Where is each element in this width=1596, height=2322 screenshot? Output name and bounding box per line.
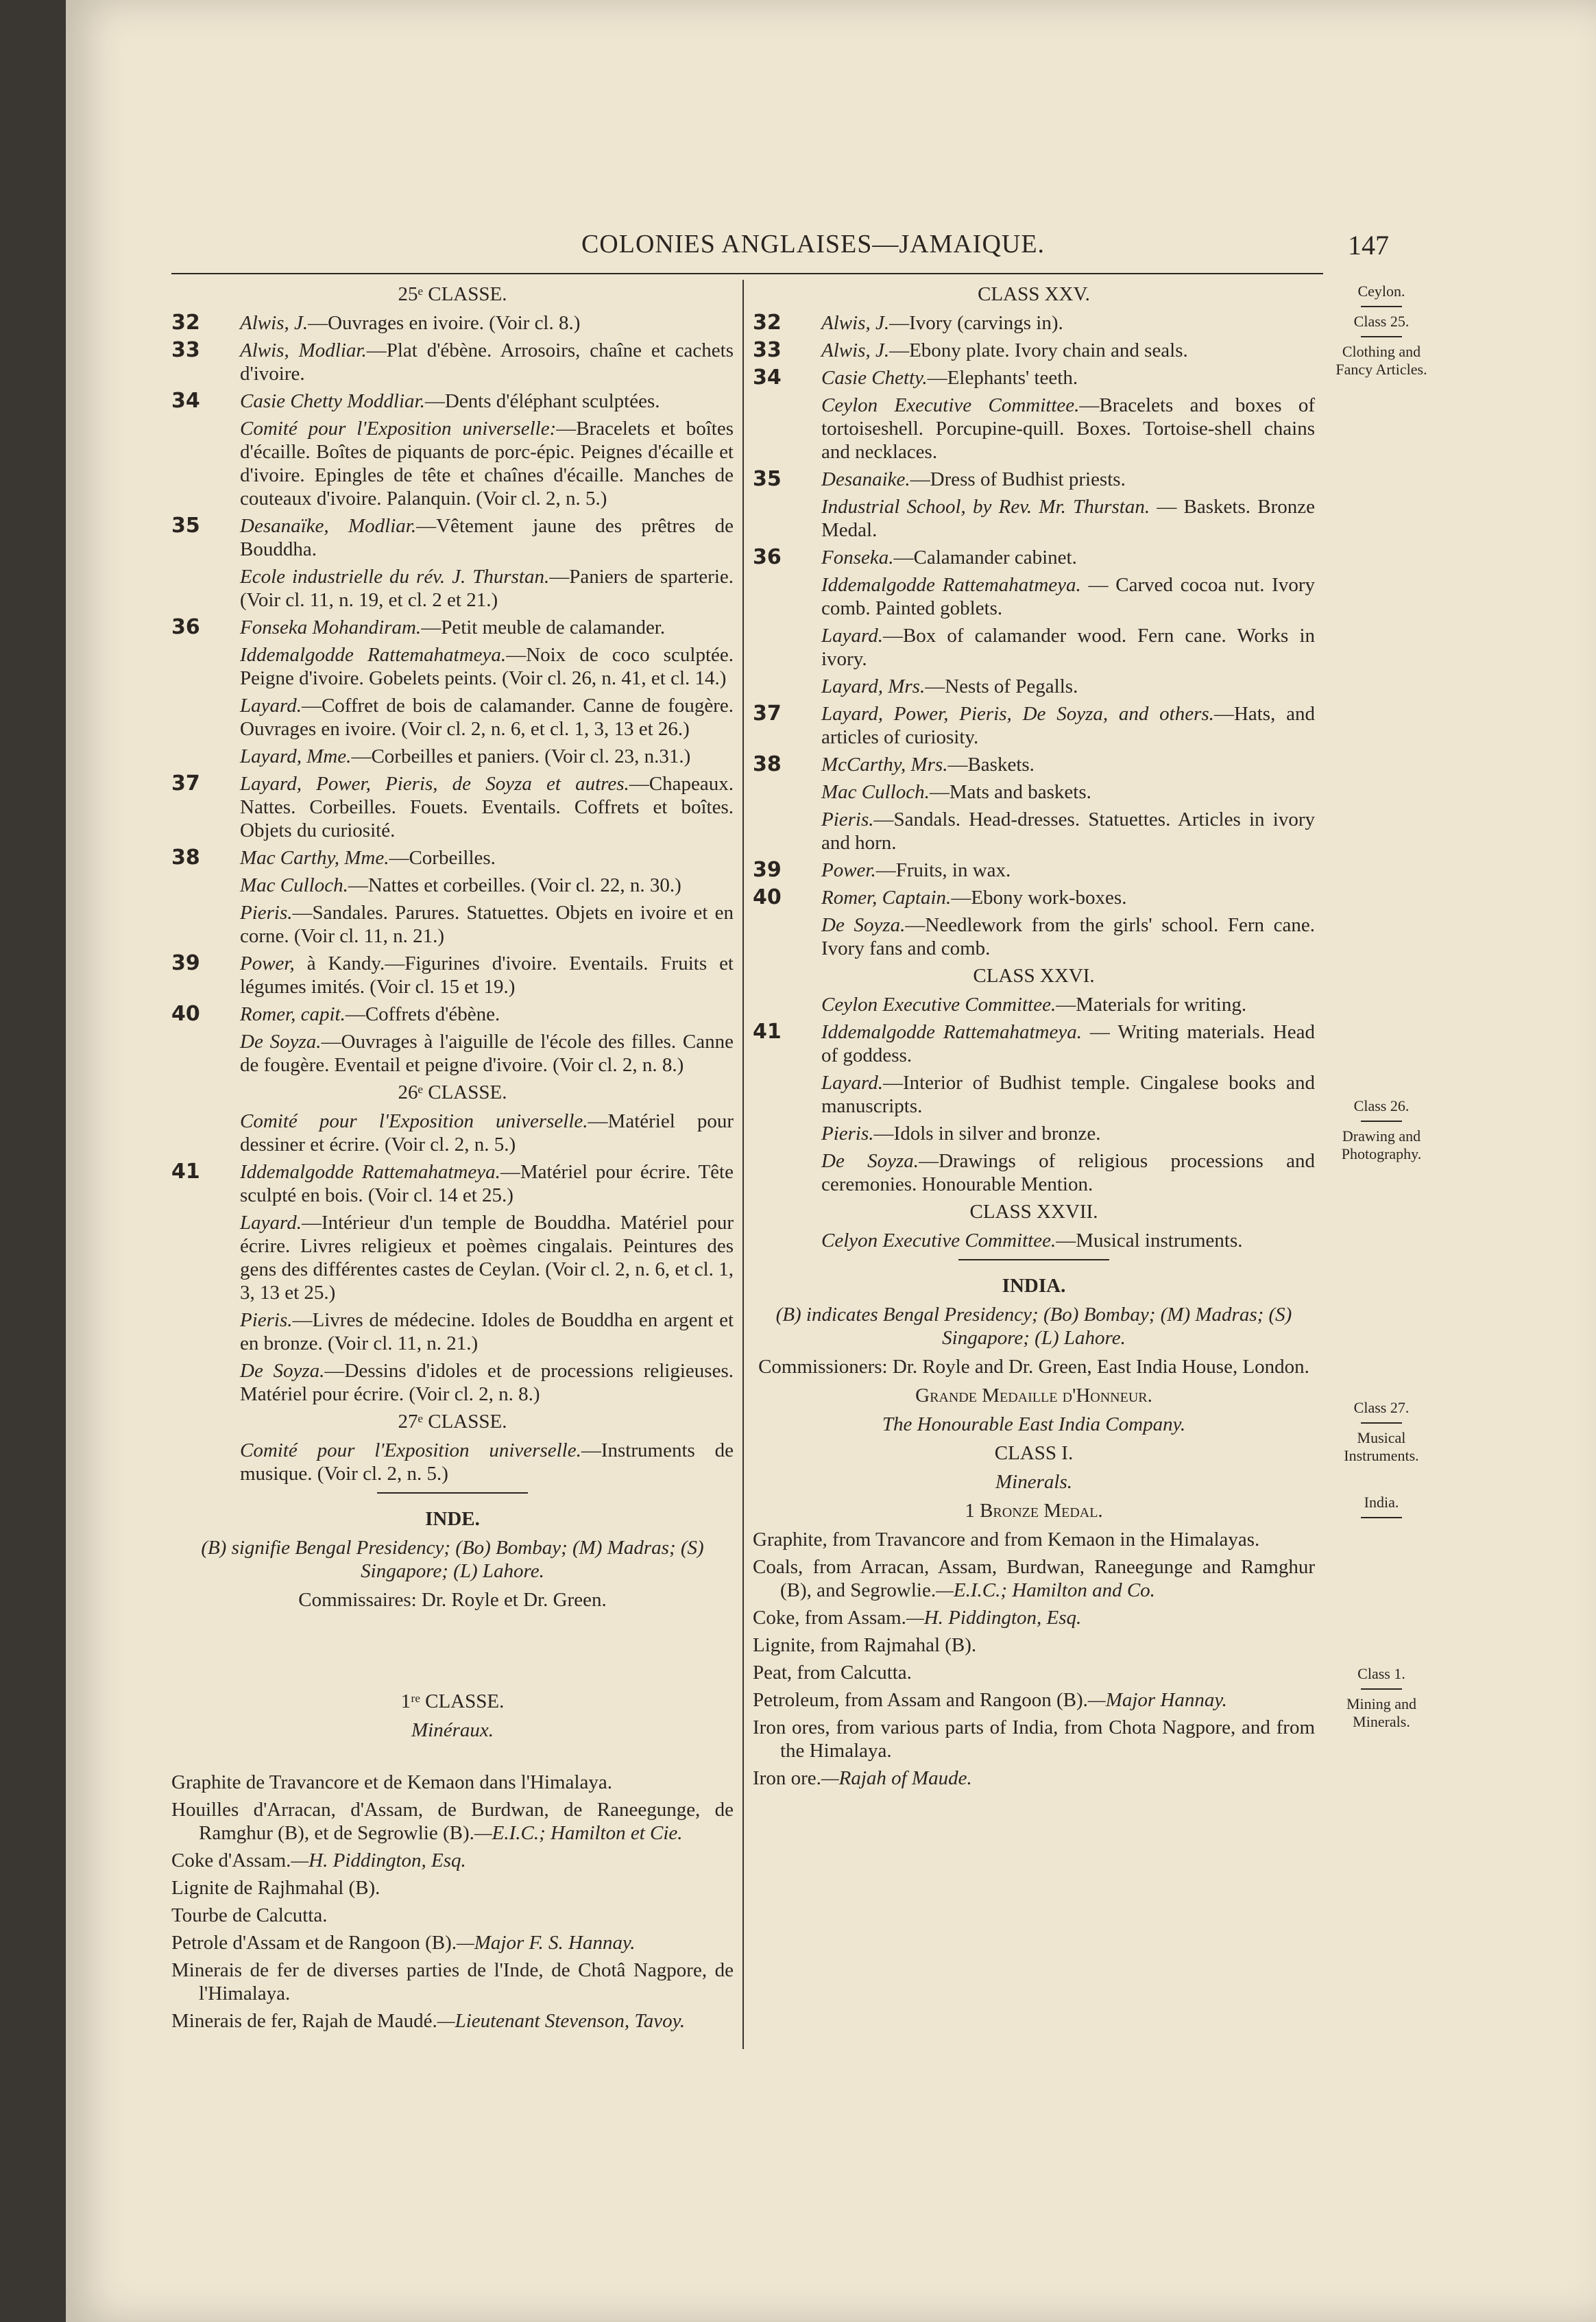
- exhibitor-name: Mac Carthy, Mme.: [240, 847, 389, 869]
- entry-description: —Instruments de musique. (Voir cl. 2, n. 5.): [240, 1439, 734, 1485]
- sub-entry: [171, 1211, 734, 1304]
- sub-entry: [753, 1149, 1315, 1196]
- entry-description: —Sandals. Head-dresses. Statuettes. Articles in ivory and horn.: [821, 809, 1315, 854]
- exhibitor-name: Layard, Mme.: [240, 745, 352, 767]
- mineral-entry: [753, 1688, 1315, 1712]
- catalogue-entry: [753, 546, 1315, 569]
- catalogue-entry: [171, 390, 734, 413]
- exhibitor-name: —H. Piddington, Esq.: [906, 1607, 1082, 1629]
- mineral-entry: [171, 1849, 734, 1872]
- exhibitor-name: Alwis, J.: [240, 312, 309, 334]
- margin-india-block: [1323, 1494, 1440, 1524]
- entry-description: —Ebony plate. Ivory chain and seals.: [889, 339, 1188, 361]
- entry-number: 40: [171, 1002, 200, 1026]
- entry-number: 32: [171, 311, 200, 335]
- entry-description: Tourbe de Calcutta.: [171, 1904, 328, 1926]
- mineral-entry: [171, 1798, 734, 1845]
- entry-number: 41: [171, 1160, 200, 1184]
- entry-description: —Chapeaux. Nattes. Corbeilles. Fouets. Eventails. Coffrets et boîtes. Objets du curiosité.: [240, 773, 734, 841]
- entry-description: Houilles d'Arracan, d'Assam, de Burdwan, de Raneegunge, de Ramghur (B), et de Segrowlie (B).: [171, 1799, 734, 1844]
- fr-india-heading: INDE.: [425, 1508, 480, 1530]
- entry-description: —Elephants' teeth.: [927, 367, 1078, 389]
- catalogue-entry: [753, 468, 1315, 491]
- exhibitor-name: —Major Hannay.: [1087, 1689, 1227, 1711]
- fr-class27-heading: 27ᵉ CLASSE.: [398, 1411, 507, 1433]
- catalogue-entry: [171, 1160, 734, 1207]
- entry-description: —Corbeilles.: [389, 847, 496, 869]
- entry-description: Coke, from Assam.: [753, 1607, 906, 1629]
- sub-entry: [171, 901, 734, 948]
- entry-number: 34: [753, 366, 782, 390]
- entry-description: — Writing materials. Head of goddess.: [821, 1021, 1315, 1066]
- english-column: [753, 280, 1315, 1794]
- mineral-entry: [171, 1904, 734, 1927]
- entry-description: —Baskets.: [947, 754, 1035, 776]
- exhibitor-name: Iddemalgodde Rattemahatmeya.: [240, 644, 507, 666]
- exhibitor-name: Layard.: [821, 625, 883, 647]
- entry-description: —Fruits, in wax.: [875, 859, 1011, 881]
- catalogue-entry: [171, 772, 734, 842]
- exhibitor-name: Comité pour l'Exposition universelle.: [240, 1110, 588, 1132]
- entry-number: 33: [171, 338, 200, 362]
- en-class25-list: [753, 311, 1315, 960]
- exhibitor-name: Celyon Executive Committee.: [821, 1230, 1056, 1252]
- catalogue-entry: [171, 311, 734, 335]
- exhibitor-name: Comité pour l'Exposition universelle.: [240, 1439, 581, 1461]
- entry-number: 36: [171, 615, 200, 639]
- sub-entry: [753, 913, 1315, 960]
- exhibitor-name: Iddemalgodde Rattemahatmeya.: [821, 1021, 1082, 1043]
- entry-description: Iron ores, from various parts of India, from Chota Nagpore, and from the Himalaya.: [753, 1716, 1315, 1762]
- margin-class1-block: [1323, 1665, 1440, 1731]
- exhibitor-name: Layard.: [821, 1072, 883, 1094]
- entry-number: 39: [753, 858, 782, 882]
- exhibitor-name: Iddemalgodde Rattemahatmeya.: [821, 574, 1081, 596]
- entry-number: 35: [171, 514, 200, 538]
- margin-class27: Class 27.: [1353, 1399, 1410, 1416]
- catalogue-entry: [753, 339, 1315, 362]
- mineral-entry: [753, 1528, 1315, 1551]
- exhibitor-name: De Soyza.: [821, 1150, 919, 1172]
- catalogue-entry: [171, 846, 734, 870]
- column-divider: [742, 280, 744, 2049]
- entry-description: —Materials for writing.: [1056, 994, 1247, 1016]
- catalogue-entry: [753, 311, 1315, 335]
- header-rule: [171, 273, 1323, 274]
- exhibitor-name: Pieris.: [240, 1309, 293, 1331]
- sub-entry: [753, 808, 1315, 854]
- en-company: The Honourable East India Company.: [882, 1413, 1186, 1435]
- entry-description: —Bracelets et boîtes d'écaille. Boîtes de piquants de porc-épic. Peignes d'écaille et d'ivoire. Epingles de tête et chaînes d'écaille. Manches de couteaux d'ivoire. Palanquin. (Voir cl. 2, n. 5.): [240, 418, 734, 510]
- entry-description: Coke d'Assam.: [171, 1850, 291, 1871]
- exhibitor-name: Mac Culloch.: [821, 781, 930, 803]
- sub-entry: [753, 573, 1315, 620]
- entry-description: —Ebony work-boxes.: [951, 887, 1127, 909]
- exhibitor-name: —Lieutenant Stevenson, Tavoy.: [437, 2010, 686, 2032]
- exhibitor-name: Fonseka Mohandiram.: [240, 617, 422, 638]
- mineral-entry: [171, 2009, 734, 2033]
- en-grande-medaille: Grande Medaille d'Honneur.: [915, 1385, 1152, 1407]
- sub-entry: [171, 1308, 734, 1355]
- margin-class27-block: [1323, 1399, 1440, 1465]
- entry-description: —Musical instruments.: [1056, 1230, 1243, 1252]
- sub-entry: [753, 1229, 1315, 1252]
- exhibitor-name: Ecole industrielle du rév. J. Thurstan.: [240, 566, 550, 588]
- sub-entry: [753, 675, 1315, 698]
- margin-class26-block: [1323, 1097, 1440, 1163]
- fr-class1-list: [171, 1771, 734, 2033]
- entry-number: 40: [753, 885, 782, 909]
- margin-ceylon-label: Ceylon.: [1357, 283, 1405, 300]
- entry-description: —Calamander cabinet.: [893, 547, 1077, 568]
- mineral-entry: [171, 1876, 734, 1900]
- sub-entry: [171, 694, 734, 741]
- catalogue-entry: [753, 886, 1315, 909]
- entry-number: 39: [171, 951, 200, 975]
- exhibitor-name: Comité pour l'Exposition universelle:: [240, 418, 557, 440]
- en-india-legend: (B) indicates Bengal Presidency; (Bo) Bombay; (M) Madras; (S) Singapore; (L) Lahore.: [775, 1304, 1292, 1349]
- entry-description: —Drawings of religious processions and ceremonies. Honourable Mention.: [821, 1150, 1315, 1195]
- sub-entry: [171, 643, 734, 690]
- entry-description: —Interior of Budhist temple. Cingalese books and manuscripts.: [821, 1072, 1315, 1117]
- section-rule: [377, 1492, 528, 1494]
- exhibitor-name: Alwis, Modliar.: [240, 339, 367, 361]
- exhibitor-name: Layard, Power, Pieris, de Soyza et autres.: [240, 773, 629, 795]
- entry-description: —Ouvrages en ivoire. (Voir cl. 8.): [308, 312, 581, 334]
- exhibitor-name: Romer, Captain.: [821, 887, 952, 909]
- catalogue-entry: [171, 952, 734, 998]
- exhibitor-name: —Rajah of Maude.: [821, 1767, 972, 1789]
- entry-description: Graphite de Travancore et de Kemaon dans l'Himalaya.: [171, 1771, 613, 1793]
- en-class26-heading: CLASS XXVI.: [973, 965, 1095, 987]
- exhibitor-name: Pieris.: [821, 1123, 874, 1145]
- exhibitor-name: Alwis, J.: [821, 312, 890, 334]
- mineral-entry: [171, 1771, 734, 1794]
- exhibitor-name: Mac Culloch.: [240, 874, 348, 896]
- entry-description: —Mats and baskets.: [929, 781, 1091, 803]
- entry-description: —Sandales. Parures. Statuettes. Objets en ivoire et en corne. (Voir cl. 11, n. 21.): [240, 902, 734, 947]
- entry-description: —Corbeilles et paniers. (Voir cl. 23, n.31.): [351, 745, 691, 767]
- catalogue-entry: [171, 514, 734, 561]
- en-class26-list: [753, 993, 1315, 1196]
- entry-description: Minerais de fer de diverses parties de l'Inde, de Chotâ Nagpore, de l'Himalaya.: [171, 1959, 734, 2004]
- margin-ceylon: [1323, 283, 1440, 379]
- entry-description: —Dress of Budhist priests.: [910, 468, 1126, 490]
- entry-number: 38: [171, 846, 200, 870]
- catalogue-entry: [753, 702, 1315, 749]
- en-india-commissioners: Commissioners: Dr. Royle and Dr. Green, East India House, London.: [758, 1356, 1309, 1378]
- french-column: [171, 280, 734, 2037]
- fr-class1-heading: 1ʳᵉ CLASSE.: [400, 1690, 505, 1712]
- mineral-entry: [753, 1606, 1315, 1629]
- entry-description: —Bracelets and boxes of tortoiseshell. Porcupine-quill. Boxes. Tortoise-shell chains and necklaces.: [821, 394, 1315, 463]
- entry-description: —Nattes et corbeilles. (Voir cl. 22, n. 30.): [348, 874, 681, 896]
- entry-description: —Dessins d'idoles et de processions religieuses. Matériel pour écrire. (Voir cl. 2, n. 8.): [240, 1360, 734, 1405]
- fr-class26-heading: 26ᵉ CLASSE.: [398, 1081, 507, 1103]
- exhibitor-name: Pieris.: [240, 902, 293, 924]
- sub-entry: [753, 1122, 1315, 1145]
- entry-description: à Kandy.—Figurines d'ivoire. Eventails. Fruits et légumes imités. (Voir cl. 15 et 19.): [240, 953, 734, 998]
- entry-description: —Needlework from the girls' school. Fern cane. Ivory fans and comb.: [821, 914, 1315, 959]
- entry-description: —Livres de médecine. Idoles de Bouddha en argent et en bronze. (Voir cl. 11, n. 21.): [240, 1309, 734, 1354]
- entry-description: —Matériel pour écrire. Tête sculpté en bois. (Voir cl. 14 et 25.): [240, 1161, 734, 1206]
- mineral-entry: [753, 1661, 1315, 1684]
- mineral-entry: [753, 1633, 1315, 1657]
- entry-number: 38: [753, 752, 782, 776]
- sub-entry: [753, 495, 1315, 542]
- entry-description: Peat, from Calcutta.: [753, 1662, 912, 1684]
- exhibitor-name: Desanaike.: [821, 468, 910, 490]
- exhibitor-name: Fonseka.: [821, 547, 894, 568]
- fr-india-commissioners: Commissaires: Dr. Royle et Dr. Green.: [298, 1589, 607, 1611]
- sub-entry: [753, 624, 1315, 671]
- en-class1-subheading: Minerals.: [995, 1471, 1072, 1493]
- entry-description: — Baskets. Bronze Medal.: [821, 496, 1315, 541]
- catalogue-entry: [753, 753, 1315, 776]
- fr-class27-list: [171, 1439, 734, 1485]
- exhibitor-name: Romer, capit.: [240, 1003, 346, 1025]
- entry-description: —Paniers de sparterie. (Voir cl. 11, n. 19, et cl. 2 et 21.): [240, 566, 734, 611]
- mineral-entry: [753, 1716, 1315, 1762]
- entry-description: —Box of calamander wood. Fern cane. Works in ivory.: [821, 625, 1315, 670]
- entry-number: 34: [171, 389, 200, 413]
- entry-description: —Nests of Pegalls.: [925, 675, 1078, 697]
- section-rule: [958, 1259, 1109, 1260]
- catalogue-entry: [753, 1020, 1315, 1067]
- mineral-entry: [171, 1931, 734, 1954]
- en-class27-heading: CLASS XXVII.: [969, 1201, 1098, 1223]
- entry-number: 41: [753, 1020, 782, 1044]
- exhibitor-name: Layard.: [240, 1212, 302, 1234]
- en-bronze-medal: 1 Bronze Medal.: [965, 1500, 1103, 1522]
- exhibitor-name: Casie Chetty.: [821, 367, 928, 389]
- sub-entry: [171, 1439, 734, 1485]
- sub-entry: [171, 874, 734, 897]
- exhibitor-name: —E.I.C.; Hamilton and Co.: [936, 1579, 1155, 1601]
- exhibitor-name: Power.: [821, 859, 876, 881]
- entry-description: Graphite, from Travancore and from Kemaon in the Himalayas.: [753, 1529, 1260, 1551]
- page-number: 147: [1348, 230, 1389, 261]
- en-class1-heading: CLASS I.: [994, 1442, 1074, 1464]
- page-title: COLONIES ANGLAISES—JAMAIQUE.: [581, 230, 1045, 259]
- en-class27-list: [753, 1229, 1315, 1252]
- margin-class26-desc: Drawing and Photography.: [1341, 1127, 1422, 1162]
- mineral-entry: [753, 1767, 1315, 1790]
- margin-class25: Class 25.: [1353, 313, 1410, 330]
- catalogue-entry: [171, 339, 734, 385]
- exhibitor-name: Ceylon Executive Committee.: [821, 394, 1080, 416]
- entry-description: Petrole d'Assam et de Rangoon (B).: [171, 1932, 457, 1954]
- entry-description: —Intérieur d'un temple de Bouddha. Matériel pour écrire. Livres religieux et poèmes cingalais. Peintures des gens des différentes castes de Ceylan. (Voir cl. 2, n. 6, et cl. 1, 3, 13 et 25.): [240, 1212, 734, 1304]
- running-header: [237, 219, 1389, 274]
- margin-class26: Class 26.: [1353, 1097, 1410, 1114]
- sub-entry: [753, 993, 1315, 1016]
- sub-entry: [171, 1359, 734, 1406]
- sub-entry: [171, 1030, 734, 1077]
- entry-description: — Carved cocoa nut. Ivory comb. Painted goblets.: [821, 574, 1316, 619]
- sub-entry: [171, 745, 734, 768]
- exhibitor-name: Alwis, J.: [821, 339, 890, 361]
- sub-entry: [753, 780, 1315, 804]
- exhibitor-name: De Soyza.: [240, 1031, 322, 1053]
- exhibitor-name: Casie Chetty Moddliar.: [240, 390, 425, 412]
- exhibitor-name: —H. Piddington, Esq.: [291, 1850, 466, 1871]
- exhibitor-name: —E.I.C.; Hamilton et Cie.: [474, 1822, 683, 1844]
- fr-class1-subheading: Minéraux.: [411, 1719, 494, 1741]
- sub-entry: [753, 1071, 1315, 1118]
- entry-description: —Matériel pour dessiner et écrire. (Voir cl. 2, n. 5.): [240, 1110, 734, 1156]
- exhibitor-name: Desanaïke, Modliar.: [240, 515, 417, 537]
- entry-description: —Ivory (carvings in).: [889, 312, 1063, 334]
- entry-number: 37: [753, 702, 782, 726]
- fr-class26-list: [171, 1110, 734, 1406]
- catalogue-entry: [171, 616, 734, 639]
- entry-description: —Noix de coco sculptée. Peigne d'ivoire. Gobelets peints. (Voir cl. 26, n. 41, et cl. 14.): [240, 644, 734, 689]
- catalogue-entry: [171, 1003, 734, 1026]
- entry-description: Iron ore.: [753, 1767, 821, 1789]
- catalogue-entry: [753, 366, 1315, 390]
- exhibitor-name: —Major F. S. Hannay.: [456, 1932, 636, 1954]
- exhibitor-name: Ceylon Executive Committee.: [821, 994, 1056, 1016]
- exhibitor-name: Iddemalgodde Rattemahatmeya.: [240, 1161, 500, 1183]
- entry-number: 35: [753, 467, 782, 491]
- en-india-heading: INDIA.: [1002, 1275, 1066, 1297]
- margin-class25-desc: Clothing and Fancy Articles.: [1335, 343, 1427, 378]
- entry-description: —Vêtement jaune des prêtres de Bouddha.: [240, 515, 734, 560]
- mineral-entry: [171, 1959, 734, 2005]
- exhibitor-name: Power,: [240, 953, 295, 974]
- entry-description: —Ouvrages à l'aiguille de l'école des filles. Canne de fougère. Eventail et peigne d'ivoire. (Voir cl. 2, n. 8.): [240, 1031, 734, 1076]
- exhibitor-name: Industrial School, by Rev. Mr. Thurstan.: [821, 496, 1150, 518]
- entry-number: 37: [171, 771, 200, 795]
- fr-class25-heading: 25ᵉ CLASSE.: [398, 283, 507, 305]
- entry-description: —Hats, and articles of curiosity.: [821, 703, 1316, 748]
- entry-description: Minerais de fer, Rajah de Maudé.: [171, 2010, 437, 2032]
- entry-description: —Coffret de bois de calamander. Canne de fougère. Ouvrages en ivoire. (Voir cl. 2, n. 6, et cl. 1, 3, 13 et 26.): [240, 695, 734, 740]
- exhibitor-name: Layard.: [240, 695, 302, 717]
- entry-description: —Dents d'éléphant sculptées.: [424, 390, 660, 412]
- sub-entry: [171, 565, 734, 612]
- exhibitor-name: De Soyza.: [821, 914, 906, 936]
- exhibitor-name: De Soyza.: [240, 1360, 325, 1382]
- sub-entry: [171, 417, 734, 510]
- sub-entry: [171, 1110, 734, 1156]
- mineral-entry: [753, 1555, 1315, 1602]
- margin-class27-desc: Musical Instruments.: [1344, 1429, 1419, 1464]
- entry-description: —Petit meuble de calamander.: [421, 617, 666, 638]
- exhibitor-name: Layard, Mrs.: [821, 675, 926, 697]
- entry-number: 36: [753, 545, 782, 569]
- exhibitor-name: McCarthy, Mrs.: [821, 754, 948, 776]
- margin-india: India.: [1364, 1494, 1399, 1511]
- fr-india-legend: (B) signifie Bengal Presidency; (Bo) Bombay; (M) Madras; (S) Singapore; (L) Lahore.: [201, 1537, 704, 1582]
- catalogue-entry: [753, 859, 1315, 882]
- exhibitor-name: Layard, Power, Pieris, De Soyza, and others.: [821, 703, 1214, 725]
- entry-description: Lignite de Rajhmahal (B).: [171, 1877, 380, 1899]
- entry-description: —Plat d'ébène. Arrosoirs, chaîne et cachets d'ivoire.: [240, 339, 734, 385]
- entry-description: Coals, from Arracan, Assam, Burdwan, Raneegunge and Ramghur (B), and Segrowlie.: [753, 1556, 1315, 1601]
- exhibitor-name: Pieris.: [821, 809, 874, 830]
- margin-class1-desc: Mining and Minerals.: [1346, 1695, 1417, 1730]
- entry-description: Petroleum, from Assam and Rangoon (B).: [753, 1689, 1088, 1711]
- sub-entry: [753, 394, 1315, 464]
- en-class25-heading: CLASS XXV.: [978, 283, 1090, 305]
- entry-description: —Idols in silver and bronze.: [873, 1123, 1101, 1145]
- entry-number: 32: [753, 311, 782, 335]
- entry-number: 33: [753, 338, 782, 362]
- entry-description: —Coffrets d'ébène.: [345, 1003, 500, 1025]
- fr-class25-list: [171, 311, 734, 1077]
- entry-description: Lignite, from Rajmahal (B).: [753, 1634, 977, 1656]
- en-class1-list: [753, 1528, 1315, 1790]
- margin-class1: Class 1.: [1357, 1665, 1405, 1682]
